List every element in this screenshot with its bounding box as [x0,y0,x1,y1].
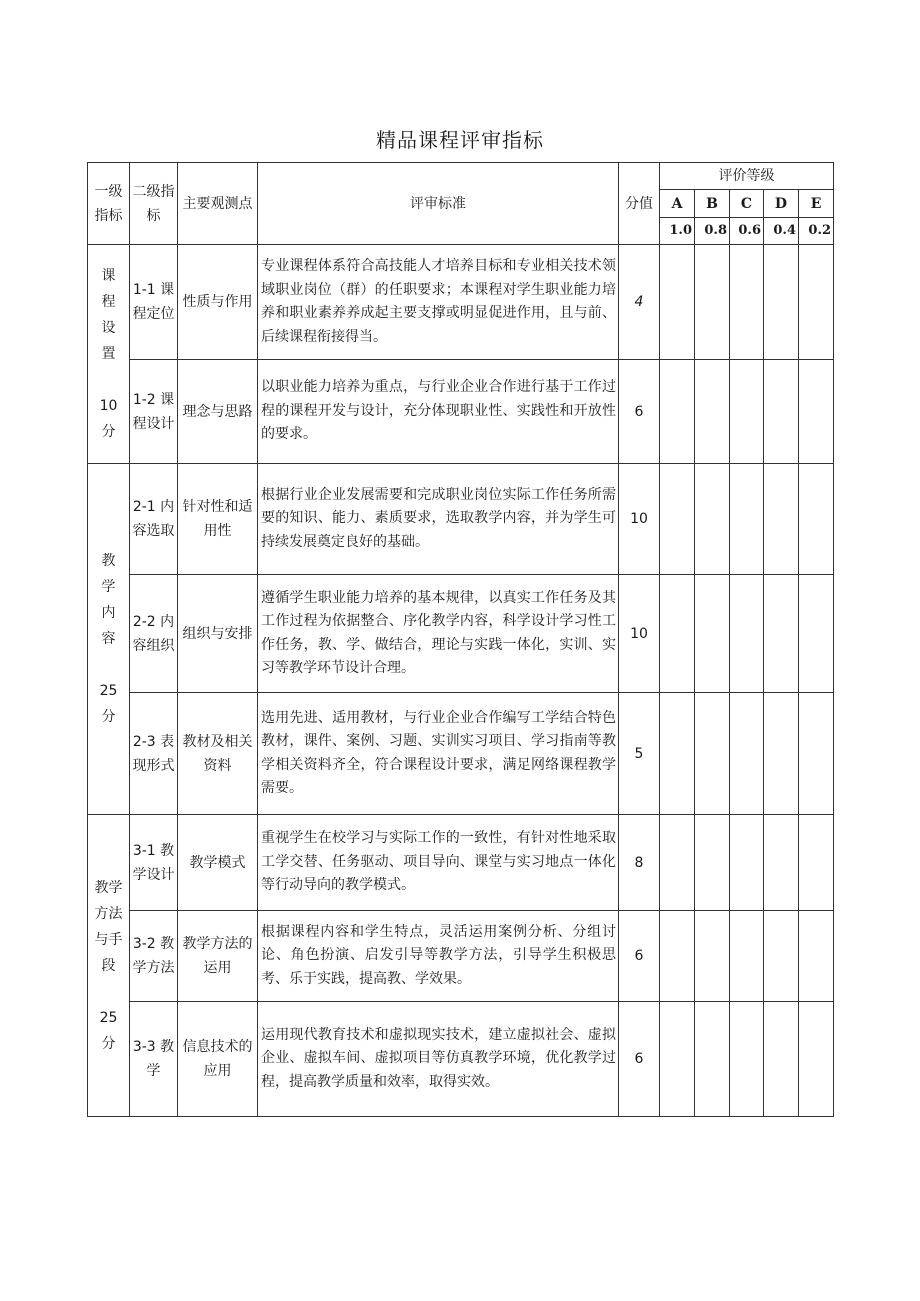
rating-cell[interactable] [799,245,834,360]
grade-value-e: 0.2 [799,218,834,245]
rating-cell[interactable] [764,1002,799,1117]
rating-cell[interactable] [730,693,764,815]
rating-cell[interactable] [695,245,730,360]
rating-cell[interactable] [730,575,764,693]
grade-c: C [730,190,764,218]
table-row [88,575,834,693]
rating-cell[interactable] [660,815,695,911]
rating-cell[interactable] [764,360,799,464]
level1-line: 10 [99,398,118,414]
level1-line: 分 [101,1035,116,1052]
rating-cell[interactable] [764,245,799,360]
score-value: 10 [619,464,660,575]
table-row [88,1002,834,1117]
rating-cell[interactable] [799,360,834,464]
rating-cell[interactable] [799,1002,834,1117]
grade-value-d: 0.4 [764,218,799,245]
level2-indicator: 3-1 教学设计 [130,815,178,911]
level1-line [88,979,129,1005]
level1-line: 设 [101,320,116,336]
grade-value-c: 0.6 [730,218,764,245]
rating-cell[interactable] [695,815,730,911]
rating-cell[interactable] [799,693,834,815]
grade-b: B [695,190,730,218]
grade-a: A [660,190,695,218]
level1-line: 内 [101,605,116,621]
level1-line: 程 [101,294,116,310]
rating-cell[interactable] [764,575,799,693]
level1-line: 课 [101,268,116,284]
header-rating: 评价等级 [660,163,834,190]
rating-cell[interactable] [730,911,764,1002]
grade-value-b: 0.8 [695,218,730,245]
rating-cell[interactable] [660,1002,695,1117]
score-value: 8 [619,815,660,911]
observation-point: 理念与思路 [178,360,258,464]
table-row [88,911,834,1002]
level2-indicator: 3-3 教学 [130,1002,178,1117]
rating-cell[interactable] [695,575,730,693]
grade-value-a: 1.0 [660,218,695,245]
level1-line: 方法 [94,905,123,922]
level1-line: 容 [101,631,116,647]
rating-cell[interactable] [764,911,799,1002]
score-value: 5 [619,693,660,815]
review-standard: 选用先进、适用教材，与行业企业合作编写工学结合特色教材，课件、案例、习题、实训实习项目、学习指南等教学相关资料齐全，符合课程设计要求，满足网络课程教学需要。 [258,693,619,815]
review-standard: 根据课程内容和学生特点，灵活运用案例分析、分组讨论、角色扮演、启发引导等教学方法，引导学生积极思考、乐于实践，提高教、学效果。 [258,911,619,1002]
level1-line: 学 [101,579,116,595]
level1-indicator [88,815,130,1117]
table-row [88,360,834,464]
level1-indicator [88,245,130,464]
header-level2: 二级指标 [130,163,178,245]
rating-cell[interactable] [660,245,695,360]
level2-indicator: 2-2 内容组织 [130,575,178,693]
observation-point: 教学方法的运用 [178,911,258,1002]
table-row [88,815,834,911]
level2-indicator: 3-2 教学方法 [130,911,178,1002]
rating-cell[interactable] [660,575,695,693]
table-row [88,245,834,360]
observation-point: 针对性和适用性 [178,464,258,575]
level1-line: 教学 [94,879,123,896]
rating-cell[interactable] [764,815,799,911]
score-value: 10 [619,575,660,693]
level2-indicator: 1-2 课程设计 [130,360,178,464]
rating-cell[interactable] [730,815,764,911]
level1-line: 分 [101,709,116,725]
rating-cell[interactable] [660,693,695,815]
rating-cell[interactable] [799,575,834,693]
level2-indicator: 2-1 内容选取 [130,464,178,575]
level2-indicator: 1-1 课程定位 [130,245,178,360]
rating-cell[interactable] [730,464,764,575]
score-value: 6 [619,360,660,464]
level1-line: 25 [99,683,118,699]
level1-line: 与手 [94,931,123,948]
rating-cell[interactable] [695,360,730,464]
rating-cell[interactable] [695,1002,730,1117]
review-standard: 重视学生在校学习与实际工作的一致性，有针对性地采取工学交替、任务驱动、项目导向、课堂与实习地点一体化等行动导向的教学模式。 [258,815,619,911]
rating-cell[interactable] [660,911,695,1002]
rating-cell[interactable] [764,693,799,815]
review-standard: 专业课程体系符合高技能人才培养目标和专业相关技术领域职业岗位（群）的任职要求；本课程对学生职业能力培养和职业素养养成起主要支撑或明显促进作用，且与前、后续课程衔接得当。 [258,245,619,360]
review-standard: 以职业能力培养为重点，与行业企业合作进行基于工作过程的课程开发与设计，充分体现职业性、实践性和开放性的要求。 [258,360,619,464]
rating-cell[interactable] [695,464,730,575]
rating-cell[interactable] [660,360,695,464]
score-value: 4 [619,245,660,360]
observation-point: 组织与安排 [178,575,258,693]
level2-indicator: 2-3 表现形式 [130,693,178,815]
rating-cell[interactable] [730,1002,764,1117]
level1-line: 置 [101,346,116,362]
level1-indicator [88,464,130,815]
page-title: 精品课程评审指标 [376,128,544,152]
level1-line: 段 [101,957,116,974]
header-score: 分值 [619,163,660,245]
rating-cell[interactable] [764,464,799,575]
rating-cell[interactable] [660,464,695,575]
observation-point: 教学模式 [178,815,258,911]
grade-d: D [764,190,799,218]
score-value: 6 [619,911,660,1002]
observation-point: 性质与作用 [178,245,258,360]
score-value: 6 [619,1002,660,1117]
rating-cell[interactable] [799,815,834,911]
rating-cell[interactable] [695,911,730,1002]
level1-line: 25 [99,1009,118,1026]
table-row [88,693,834,815]
review-standard: 运用现代教育技术和虚拟现实技术，建立虚拟社会、虚拟企业、虚拟车间、虚拟项目等仿真教学环境，优化教学过程，提高教学质量和效率，取得实效。 [258,1002,619,1117]
grade-e: E [799,190,834,218]
header-standard: 评审标准 [258,163,619,245]
observation-point: 信息技术的应用 [178,1002,258,1117]
review-table [87,162,834,1117]
level1-line [88,367,129,393]
rating-cell[interactable] [695,693,730,815]
review-standard: 遵循学生职业能力培养的基本规律，以真实工作任务及其工作过程为依据整合、序化教学内容，科学设计学习性工作任务，教、学、做结合，理论与实践一体化，实训、实习等教学环节设计合理。 [258,575,619,693]
rating-cell[interactable] [730,360,764,464]
rating-cell[interactable] [799,911,834,1002]
level1-line: 教 [101,553,116,569]
review-standard: 根据行业企业发展需要和完成职业岗位实际工作任务所需要的知识、能力、素质要求，选取教学内容，并为学生可持续发展奠定良好的基础。 [258,464,619,575]
header-points: 主要观测点 [178,163,258,245]
table-row [88,464,834,575]
observation-point: 教材及相关资料 [178,693,258,815]
level1-line: 分 [101,424,116,440]
rating-cell[interactable] [799,464,834,575]
level1-line [88,652,129,678]
header-level1: 一级指标 [88,163,130,245]
rating-cell[interactable] [730,245,764,360]
